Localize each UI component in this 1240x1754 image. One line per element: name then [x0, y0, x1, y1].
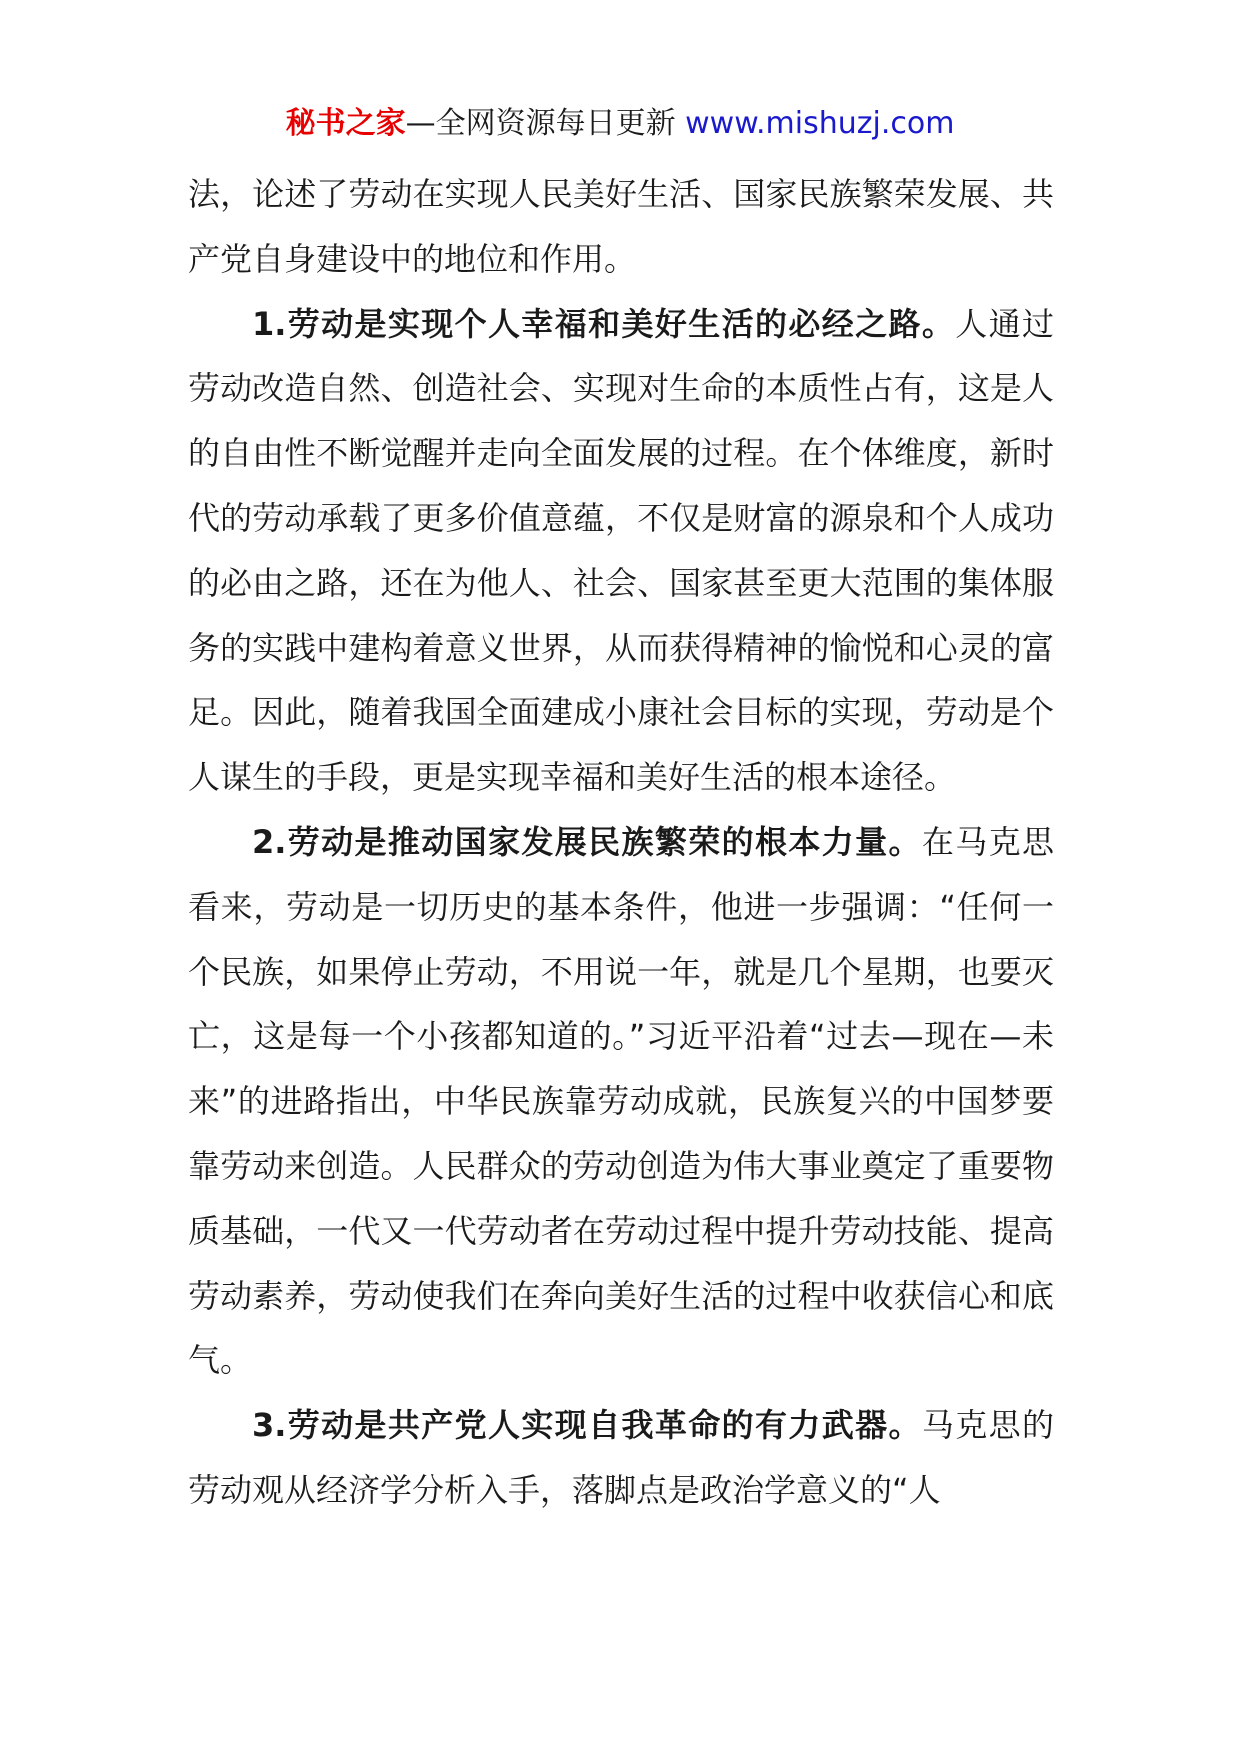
header-tagline: —全网资源每日更新: [405, 106, 686, 141]
paragraph-continuation: [188, 162, 1054, 292]
document-body: [188, 162, 1054, 1523]
paragraph-section-2: [188, 810, 1054, 1393]
paragraph-text: 马克思的劳动观从经济学分析入手，落脚点是政治学意义的“人: [188, 1406, 1054, 1509]
site-url-link[interactable]: www.mishuzj.com: [685, 106, 955, 141]
section-heading: 2.劳动是推动国家发展民族繁荣的根本力量。: [252, 822, 922, 861]
page-header: [0, 104, 1240, 144]
paragraph-text: 法，论述了劳动在实现人民美好生活、国家民族繁荣发展、共产党自身建设中的地位和作用。: [188, 175, 1054, 278]
paragraph-section-3: [188, 1393, 1054, 1523]
paragraph-section-1: [188, 292, 1054, 810]
section-heading: 3.劳动是共产党人实现自我革命的有力武器。: [252, 1406, 922, 1445]
paragraph-text: 人通过劳动改造自然、创造社会、实现对生命的本质性占有，这是人的自由性不断觉醒并走向全面发展的过程。在个体维度，新时代的劳动承载了更多价值意蕴，不仅是财富的源泉和个人成功的必由之路，还在为他人、社会、国家甚至更大范围的集体服务的实践中建构着意义世界，从而获得精神的愉悦和心灵的富足。因此，随着我国全面建成小康社会目标的实现，劳动是个人谋生的手段，更是实现幸福和美好生活的根本途径。: [188, 304, 1054, 797]
brand-name: 秘书之家: [285, 106, 406, 141]
paragraph-text: 在马克思看来，劳动是一切历史的基本条件，他进一步强调：“任何一个民族，如果停止劳动，不用说一年，就是几个星期，也要灭亡，这是每一个小孩都知道的。”习近平沿着“过去—现在—未来”的进路指出，中华民族靠劳动成就，民族复兴的中国梦要靠劳动来创造。人民群众的劳动创造为伟大事业奠定了重要物质基础，一代又一代劳动者在劳动过程中提升劳动技能、提高劳动素养，劳动使我们在奔向美好生活的过程中收获信心和底气。: [188, 822, 1054, 1380]
section-heading: 1.劳动是实现个人幸福和美好生活的必经之路。: [252, 304, 956, 343]
